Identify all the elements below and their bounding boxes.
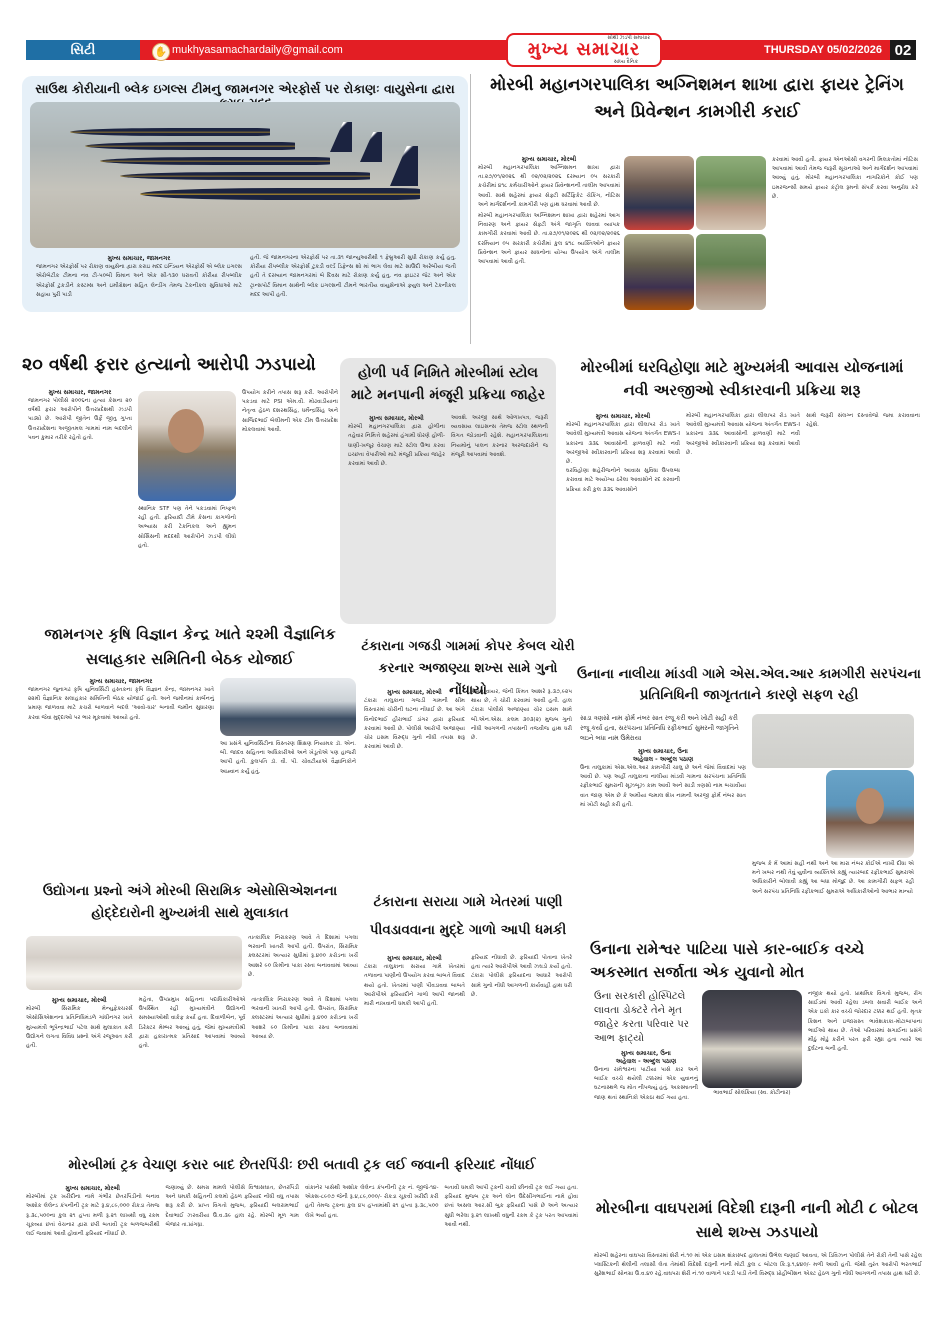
section-label: સિટી <box>26 40 140 60</box>
article-water-threat <box>360 888 576 1148</box>
paragraph-text: ઉપયોગ કરીને તપાસ શરૂ કરી. આરોપીને પકડવા માટે PSI એમ.વી. મોઢવાડીયાના નેતૃત્વ હેઠળ દશરથસિંહ, ધર્મેન્દ્રસિંહ અને સાજિદભાઈ બેલીમની એક ટીમ ઉત્તરપ્રદેશ મોકલવામાં આવી. <box>242 390 338 433</box>
paragraph-text: જામનગર જુનાગઢ કૃષિ યુનિવર્સિટી હસ્તકના કૃષિ વિજ્ઞાન કેન્દ્ર, જામનગર ખાતે ૨૨મી વૈજ્ઞાનિક સલાહકાર સમિતિની બેઠક યોજાઈ હતી. અને જમીનમાં કાર્બનનું પ્રમાણ જાળવવા માટે કચરો બાળવાને બદલે 'આવો-ધાર' બનાવી જમીન સુધારણા કરવા જેવા મુદ્દાઓ પર ભાર મૂકવામાં આવ્યો હતો. <box>28 687 214 721</box>
paragraph-text: મોરબી શહેરના વાઘપરા વિસ્તારમાં શેરી નં.૧૦ માં એક ઇસમ શંકાસ્પદ હાલતમાં ઉભેલ જણાઈ આવતા, એ ડિવિઝન પોલીસે તેને રોકી તેની પાસે રહેલ પ્લાસ્ટિકની થેલીની તલાસી લેતા તેમાંથી વિદેશી દારૂની નાની મોટી કુલ ૮ બોટલ કિ.રૂ.૧,૪૪૦/- મળી આવી હતી. જેથી તુરંત આરોપી ભરતભાઈ સુરેશભાઈ સોનગ્રા ઉ.વ.૪૦ રહે.વાઘપરા શેરી નં.૧૦ વાળાને પકડી પાડી તેની વિરુદ્ધ પ્રોહીબીશન એક્ટ હેઠળ ગુનો નોંધી આગળની તપાસ હાથ ધરી છે. <box>594 1253 922 1278</box>
contact-email[interactable]: mukhyasamachardaily@gmail.com <box>172 44 343 56</box>
article-text <box>36 254 456 300</box>
headline: મોરબી મહાનગરપાલિકા અગ્નિશમન શાખા દ્વારા ફાયર ટ્રેનિંગ અને પ્રિવેન્શન કામગીરી કરાઈ <box>490 75 904 122</box>
paragraph-text: મોરબીમાં ટ્રક ખરીદીના નામે ગંભીર છેતરપિંડીનો બનાવ અશોક લેલેન્ડ કંપનીની ટ્રક માટે રૂ.૪,૮૯,૦૦૦ રોકડા તેમજ રૂ.૩૮,૫૦૦ના કુલ ૨૧ હપ્તા મળી રૂ.૨૧ લાખથી વધુ રકમ ચૂકવ્યા છતાં વેચનાર દ્વારા છરી બતાવી ટ્રક બળજબરીથી લઈ જવામાં આવી હોવાની ફરિયાદ નોંધાઈ છે. <box>26 1194 160 1238</box>
article-truck-fraud <box>22 1158 582 1298</box>
article-black-eagles <box>22 76 468 312</box>
sarpanch-representative-photo <box>826 770 914 858</box>
paragraph-text: ફરિયાદ નોંધાવી છે. ફરિયાદી પોતાના ખેતરે હતા ત્યારે આરોપીએ આવી ઝઘડો કર્યો હતો. ટંકારા પોલીસે ફરિયાદના આધારે આરોપી સામે ગુનો નોંધી આગળની કાર્યવાહી હાથ ધરી છે. <box>471 955 572 998</box>
paragraph-text: ઉનાના રામેશ્વરના પાટીયા પાસે કાર અને બાઈક વચ્ચે થયેલી ટક્કરમાં એક યુવાનનું ઘટનાસ્થળે જ મોત નીપજ્યું હતું. અકસ્માતની જાણ થતાં સ્થાનિકો એકઠા થઈ ગયા હતા. <box>594 1067 698 1101</box>
paragraph-text: ટંકારા તાલુકાના ગજડી ગામની સીમ વિસ્તારમાં ચોરીની ઘટના નોંધાઈ છે. આ અંગે વિનોદભાઈ હીરાભાઈ ડાંગર દ્વારા ફરિયાદ કરવામાં આવી છે. પોલીસે આરોપી અજાણ્યા ચોર ઇસમ વિરુદ્ધ ગુનો નોંધી તપાસ શરૂ કરવામાં આવી છે. <box>364 698 465 751</box>
paragraph-text: મોરબી મહાનગરપાલિકા અગ્નિશમન શાખા દ્વારા તા.૨૭/૦૧/૨૦૨૬ થી ૦૨/૦૨/૨૦૨૬ દરમ્યાન ૦૫ સરકારી કચેરીમાં ૪૧૮ કર્મચારીઓને ફાયર પ્રિવેન્શનની તાલીમ આપવામાં આવી. સાથે શહેરમાં ફાયર સેફ્ટી સર્ટિફિકેટ ચેકિંગ, નોટિસ અને માર્ગદર્શનની કામગીરી પણ હાથ ધરવામાં આવી છે. <box>478 165 620 208</box>
headline: સાઉથ કોરીયાની બ્લેક ઇગલ્સ ટીમનુ જામનગર એરફોર્સ પર રોકાણઃ વાયુસેના દ્વારા <box>35 81 455 96</box>
paragraph <box>566 412 680 495</box>
paragraph-text: ઘરવિહોણા શહેરીજનોને આવાસ સુવિધા ઉપલબ્ધ કરાવવા માટે અયોગ્ય ઠરેલા આવાસોને રદ કરવાની પ્રક્રિયા કરી કુલ ૩૩૬ આવાસોને <box>566 468 680 493</box>
article-car-bike-accident <box>590 938 924 1174</box>
paragraph-text: તાત્કાલિક નિરાકરણ આવે તે દિશામાં પગલા ભરવાની ખાતરી આપી હતી. ઉપરાંત, સિરામિક ક્લસ્ટરમાં અત્યાર સુધીમાં રૂ.૪૦૦ કરોડના ખર્ચે આશરે ૯૦ કિમીના પાકા રસ્તા બનાવવામાં આવ્યા છે. <box>251 997 359 1040</box>
paragraph <box>348 414 445 469</box>
paragraph-text: મોરબી મહાનગરપાલિકા દ્વારા લીલાપર રોડ ખાતે આવેલી મુખ્યમંત્રી આવાસ યોજના અંતર્ગત EWS-I પ્રકારના ૩૩૬ આવાસોની ફાળવણી માટે નવી અરજીઓ સ્વીકારવાની પ્રક્રિયા શરૂ કરવામાં આવી છે. <box>686 413 800 456</box>
article-liquor-seizure <box>590 1196 924 1300</box>
paragraph <box>26 1184 160 1239</box>
paragraph <box>36 254 242 300</box>
byline: મુખ્ય સમાચાર, મોરબી <box>387 689 442 696</box>
headline: ટંકારાના સરાયા ગામે ખેતરમાં પાણી પીવડાવવાના મુદ્દે ગાળો આપી ધમકી <box>369 894 567 938</box>
paragraph-text: મોરબી મહાનગરપાલિકા દ્વારા હોળીના તહેવાર નિમિત્તે શહેરમાં હંગામી ધોરણે હોળી-ધાણી-ખજૂર વેચાણ માટે સ્ટોલ ઉભા કરવા ઇચ્છતા વેપારીઓ માટે મંજૂરી પ્રક્રિયા જાહેર કરવામાં આવી છે. <box>348 424 445 468</box>
article-holi-stalls <box>340 358 556 624</box>
paragraph-text: મહેતા, ઉપપ્રમુખ સહિતના પદાધિકારીઓએ ઉપસ્થિત રહી મુખ્યમંત્રીને ઉદ્યોગની સમસ્યાઓથી વાકેફ કર્યા હતા. દિવાળીબેન, પૂર્વ ડિરેક્ટર મેમ્બર આવ્યું હતું, જેમાં મુખ્યમંત્રીશ્રી દ્વારા હકારાત્મક પ્રતિસાદ આપવામાં આવ્યો હતો. <box>138 997 246 1050</box>
byline: મુખ્ય સમાચાર, જામનગર <box>89 678 153 685</box>
masthead-bar <box>140 35 890 65</box>
logo-subtitle: સાંધ્ય દૈનિક <box>613 59 638 65</box>
headline: ૨૦ વર્ષથી ફરાર હત્યાનો આરોપી ઝડપાયો <box>22 355 316 375</box>
byline: મુખ્ય સમાચાર, મોરબી <box>387 955 442 962</box>
masthead <box>26 35 916 65</box>
ceramic-delegation-photo <box>26 936 242 990</box>
byline: મુખ્ય સમાચાર, જામનગર <box>107 255 171 262</box>
paragraph-text: કરવામાં આવી હતી. ફાયર એનઓસી વગરની મિલકતોમાં નોટિસ આપવામાં આવી તેમજ જરૂરી સૂચનાઓ અને માર્ગદર્શન આપવામાં આવ્યું હતું. મોરબી મહાનગરપાલિકા નાગરિકોને કોઈ પણ ઇમરજન્સી સમયે ફાયર કંટ્રોલ રૂમનો સંપર્ક કરવા અનુરોધ કરે છે. <box>772 157 918 200</box>
paragraph-text: આ પ્રસંગે યુનિવર્સિટીના વિસ્તરણ શિક્ષણ નિયામક ડૉ. એન. બી. જાદવ સહિતના અધિકારીઓ અને ખેડૂતોએ પણ હાજરી આપી હતી. કુલપતિ ડૉ. વી. પી. ચોવટીયાએ વૈજ્ઞાનિકોને આહ્વાન કર્યું હતું. <box>220 741 356 775</box>
kvk-meeting-photo <box>220 678 356 736</box>
article-kvk-meeting <box>22 622 358 862</box>
paragraph-text: મોરબી મહાનગરપાલિકા દ્વારા લીલાપર રોડ ખાતે આવેલી મુખ્યમંત્રી આવાસ યોજના અંતર્ગત EWS-I પ્રકારના ૩૩૬ આવાસોની ફાળવણી માટે નવી અરજીઓ સ્વીકારવાની પ્રક્રિયા શરૂ કરવામાં આવી છે. <box>566 422 680 466</box>
issue-date: THURSDAY 05/02/2026 <box>763 44 882 56</box>
paragraph-text: તાત્કાલિક નિરાકરણ આવે તે દિશામાં પગલા ભરવાની ખાતરી આપી હતી. ઉપરાંત, સિરામિક ક્લસ્ટરમાં અત્યાર સુધીમાં રૂ.૪૦૦ કરોડના ખર્ચે આશરે ૯૦ કિમીના પાકા રસ્તા બનાવવામાં આવ્યા છે. <box>248 935 358 978</box>
byline: મુખ્ય સમાચાર, ઉના <box>638 748 688 755</box>
headline: મોરબીમાં ઘરવિહોણા માટે મુખ્યમંત્રી આવાસ યોજનામાં નવી અરજીઓ સ્વીકારવાની પ્રક્રિયા શરૂ <box>580 358 904 399</box>
article-murder-accused <box>22 355 340 610</box>
article-slr-una <box>576 664 922 928</box>
byline: મુખ્ય સમાચાર, મોરબી <box>65 1185 121 1192</box>
column-divider <box>470 74 471 344</box>
paragraph-text: સ્થાનિક STF પણ તેને પકડવામાં નિષ્ફળ રહી હતી. ફરિયાદી ટીમે કેસના કાગળોનો અભ્યાસ કરી ટેકનિકલ અને હ્યુમન સોર્સિસની મદદથી આરોપીને ઝડપી લીધો હતો. <box>138 506 236 549</box>
headline: મોરબીના વાઘપરામાં વિદેશી દારૂની નાની મોટી ૮ બોટલ સાથે શખ્સ ઝડપાયો <box>595 1199 919 1241</box>
paragraph-text: ઉના તાલુકામાં એસ.એલ.આર કામગીરી ચાલુ છે અને જેમાં વિવાદમાં પણ આવી છે. પણ અહીં તાલુકાના નાલીયા માંડવી ગામના સરપંચના પ્રતિનિધિ રફીકભાઈ સુમરાની સૂઝબૂઝ કામ આવી અને સાડી ત્રણસો નામ બચાવીયા વાત જાણ એમ છે કે અમીયા જમાલ શેખ નામની અરજી ફોર્મ નંબર સાત માં ખોટી સહી કરી હતી. <box>580 765 746 808</box>
paragraph <box>26 996 133 1051</box>
hand-logo-icon: ✋ <box>152 43 170 61</box>
reporter-credit: અહેવાલ - અબ્દુલ પઠાણ <box>615 1058 677 1065</box>
paragraph-text: જણાવ્યું છે. સમગ્ર મામલે પોલીસે વિશ્વાસઘાત, છેતરપિંડી અને ધમકી સહિતની કલમો હેઠળ ફરિયાદ નોંધી વધુ તપાસ શરૂ કરી છે. પ્રાપ્ત વિગતો મુજબ, ફરિયાદી બલરામભાઈ દેવાભાઈ ઝરવરીયા ઉ.વ.૩૯ હાલ રહે. મોરબી મૂળ ગામ બેજાર તા.પ્રાંગધ્રા. <box>165 1185 299 1228</box>
headline: ઉનાના નાલીયા માંડવી ગામે એસ.એલ.આર કામગીરી સરપંચના પ્રતિનિધિની જાગૃતતાને કારણે સફળ રહી <box>577 666 921 703</box>
logo-name: મુખ્ય સમાચાર <box>527 39 641 60</box>
black-eagles-jets-photo <box>30 102 460 248</box>
headline: હોળી પર્વ નિમિતે મોરબીમાં સ્ટોલ માટે મનપાની મંજૂરી પ્રક્રિયા જાહેર <box>350 365 546 403</box>
paragraph-text: બતાવી ધમકી આપી ટ્રકની ચાવી છીનવી ટ્રક લઈ ગયા હતા. ફરિયાદ મુજબ ટ્રક અને લોન ઉદેસીંગભાઈના નામે હોવા છતાં અસલ આર.સી બુક ફરિયાદી પાસે છે અને અત્યાર સુધી ભરેલા રૂ.૨૧ લાખથી વધુની રકમ કે ટ્રક પરત આપવામાં આવી નથી. <box>444 1185 578 1228</box>
paragraph-text: હતી. જે જામનગરના એરફોર્સ પર તા.૩૧ જાન્યુઆરીથી ૧ ફેબ્રુઆરી સુધી રોકાણ કર્યુ હતુ. કોરીયા રીપબ્લીક એરફોર્સ ટુકડી વર્લ્ડ ડિફેન્સ શો માં ભાગ લેવા માટે સાઉદી અરેબીયા જતી હતી તે દરમ્યાન જામનગરમાં બે દિવસ માટે રોકાણ કર્યુ હતુ. નવ ફાઇટર જેટ અને એક ટ્રાન્સપોર્ટ વિમાન સાથેની બ્લેક ઇગલ્સની ટીમને ભારતીય વાયુસેનાએ ફ્યુલ અને ટેકનીકલ મદદ આપી હતી. <box>250 255 456 298</box>
headline: જામનગર કૃષિ વિજ્ઞાન કેન્દ્ર ખાતે ૨૨મી વૈજ્ઞાનિક સલાહકાર સમિતિની બેઠક યોજાઈ <box>44 625 336 668</box>
headline: ઉદ્યોગના પ્રશ્નો અંગે મોરબી સિરામિક એસોસિએશનના હોદ્દેદારોની મુખ્યમંત્રી સાથે મુલાકાત <box>42 883 338 921</box>
byline: મુખ્ય સમાચાર, જામનગર <box>48 389 112 396</box>
photo-caption: ભાવભાઈ સોલંકિયા (સ્વ. કોટીનાર) <box>713 1090 791 1096</box>
paragraph <box>364 688 465 752</box>
accused-portrait-photo <box>138 391 236 501</box>
paragraph-text: ટંકારા તાલુકાના સરાયા ગામે ખેતરમાં તળાવના પાણીનો ઉપયોગ કરવા બાબતે વિવાદ થયો હતો. ખેતરમાં પાણી પીવડાવવા બાબતે આરોપીએ ફરિયાદીને ગાળો આપી જાનથી મારી નાખવાની ધમકી આપી હતી. <box>364 964 465 1008</box>
byline: મુખ્ય સમાચાર, મોરબી <box>521 156 577 163</box>
article-awas-yojana <box>562 356 922 636</box>
voter-form-photo <box>752 714 914 768</box>
article-deck: ઉના સરકારી હોસ્પિટલે લાવતા ડોક્ટરે તેને મૃત જાહેર કરતા પરિવાર પર આભ ફાટ્યો <box>594 991 689 1044</box>
paragraph-text: મુજબ કે મેં આમાં સહી નથી અને આ મારા નંબર કોઈએ નાખી દીધા એ મને ખબર નથી તેવું યુવીના વ્યક્તિએ કહ્યું ત્યારબાદ રફીકભાઈ સુમરાએ અધિકારીને બોલાવી કહ્યું આ બધા મોજુદ છે. આ કામગીરી સફળ રહી અને સરપંચ પ્રતિનિધિ રફીકભાઈ સુમરાએ અધિકારીઓનો આભાર માન્યો <box>752 861 914 895</box>
reporter-credit: અહેવાલ - અબ્દુલ પઠાણ <box>632 756 694 763</box>
paragraph-text: જામનગર પોલીસે ૨૦૦૬ના હત્યા કેસના ૨૦ વર્ષથી ફરાર આરોપીને ઉત્તરપ્રદેશથી ઝડપી પાડ્યો છે. આરોપી જીતેન ઉર્ફે જીતુ ગુપ્તા ઉત્તરપ્રદેશના અજીતમલ ગામમાં નામ બદલીને પવન કુમાર તરીકે રહેતો હતો. <box>28 398 132 441</box>
byline: મુખ્ય સમાચાર, ઉના <box>621 1050 671 1057</box>
paragraph-text: સાથે જરૂરી સંલગ્ન દસ્તાવેજો જમા કરાવવાના રહેશે. <box>806 413 920 429</box>
paragraph-text: વાંકાનેર પાસેથી અશોક લેલેન્ડ કંપનીની ટ્રક નં. જીજે-૧૪-એક્સ-૮૯૦૭ જેની રૂ.૪,૮૯,૦૦૦/- રોકડા ચૂકવી ખરીદી કરી હતી તેમજ ટ્રકના કુલ ૪૫ હપ્તામાંથી ૨૧ હપ્તા રૂ.૩૮,૫૦૦ લેખે ભર્યા હતા. <box>305 1185 439 1219</box>
paragraph-text: નજીક થયો હતો. પ્રાથમિક વિગતો મુજબ, રોંગ સાઈડમાં આવી રહેલા ડબલ સવારી બાઈક અને એક ઇકો કાર વચ્ચે જોરદાર ટક્કર થઈ હતી. મૃતક કિશન અને ઇજાગ્રસ્ત ભાવેશકાકા-મોટાબાપાના ભાઈઓ થાય છે. તેઓ પરિવારમાં સગાઈના પ્રસંગે મીઠું મોઢું કરીને પરત ફરી રહ્યા હતા ત્યારે આ દુર્ઘટના બની હતી. <box>808 991 922 1053</box>
headline: મોરબીમાં ટ્રક વેચાણ કરાર બાદ છેતરપિંડીઃ છરી બતાવી ટ્રક લઈ જવાની ફરિયાદ નોંધાઈ <box>68 1157 536 1173</box>
paragraph-text: મોરબી મહાનગરપાલિકા અગ્નિશમન શાખા દ્વારા શહેરમાં આગ નિવારણ અને ફાયર સેફ્ટી અંગે જાગૃતિ લાવવા વ્યાપક કામગીરી કરવામાં આવી છે. તા.૨૭/૦૧/૨૦૨૬ થી ૦૨/૦૨/૨૦૨૬ દરમિયાન ૦૫ સરકારી કચેરીમાં કુલ ૪૧૮ વ્યક્તિઓને ફાયર પ્રિવેન્શન અને ફાયર સાધનોના યોગ્ય ઉપયોગ અંગે તાલીમ આપવામાં આવી હતી. <box>478 213 620 266</box>
paragraph <box>364 954 465 1009</box>
fire-training-outdoor-photo <box>696 234 766 310</box>
accident-scene-photo <box>702 990 802 1088</box>
byline: મુખ્ય સમાચાર, મોરબી <box>52 997 107 1004</box>
byline: મુખ્ય સમાચાર, મોરબી <box>595 413 651 420</box>
article-fire-training <box>474 72 920 342</box>
logo-tagline: સૌથી ઝડપી સમાચાર <box>607 35 650 41</box>
fire-training-hall-photo <box>624 234 694 310</box>
fire-training-crowd-photo <box>624 156 694 230</box>
headline: ઉનાના રામેશ્વર પાટિયા પાસે કાર-બાઈક વચ્ચે અકસ્માત સર્જાતા એક યુવાનો મોત <box>590 940 865 981</box>
newspaper-logo <box>506 33 662 67</box>
paragraph-text: આવશે. અરજી સાથે ઓળખપત્ર, જરૂરી વ્યવસાય લાઇસન્સ તેમજ સ્ટોલ સ્થળની વિગત જોડવાની રહેશે. મહાનગરપાલિકાના નિયમોનું પાલન કરનાર અરજદારોને જ મંજૂરી આપવામાં આવશે. <box>451 415 548 458</box>
fire-training-demo-photo <box>696 156 766 230</box>
paragraph-text: જામનગર એરફોર્સ પર રોકાણ વાયુસેના દ્વારા કરાઇ મદદ ઇન્ડિયન એરફોર્સે એ બ્લેક ઇગલ્સ એરોબેટીક ટીમના નવ ટી-૫૦બી વિમાન અને એક સી-૧૩૦ ધરાવતી કોરીયા રીપબ્લીક એરફોર્સ ટુકડીને કસ્ટમ્સ અને ઇમીગ્રેશન સહિત લેન્ડીંગ તેમજ ટેકનીકલ સુવિધાઓ માટે સહાય પુરી પાડી <box>36 264 242 298</box>
paragraph-text: મોરબી સિરામિક મેન્યુફેક્ચરર્સ એસોસિએશનના પ્રતિનિધિમંડળે ગાંધીનગર ખાતે મુખ્યમંત્રી ભૂપેન્દ્રભાઈ પટેલ સાથે મુલાકાત કરી ઉદ્યોગને લગતા વિવિધ પ્રશ્નો અંગે રજૂઆત કરી હતી. <box>26 1006 133 1050</box>
byline: મુખ્ય સમાચાર, મોરબી <box>369 415 424 422</box>
paragraph-text: કેબલ વાયર, જેની કિંમત આશરે રૂ.૩૭,૯૨૫ થાય છે, તે ચોરી કરવામાં આવી હતી. હાલ ટંકારા પોલીસે અજાણ્યા ચોર ઇસમ સામે બી.એન.એસ. કલમ ૩૦૩(૨) મુજબ ગુનો નોંધી આગળની તપાસની તજવીજ હાથ ધરી છે. <box>471 689 572 742</box>
article-deck: સાડા ત્રણસો નામ ફોર્મ નંબર સાત રજૂ કરી અને ખોટી સહી કરી રજૂ કર્યા હતા, સરપંચના પ્રતિનિધિ રફીકભાઈ સુમરની જાગૃતિને લઇને બધા નામ ઉમેરાયા <box>580 715 739 742</box>
article-copper-theft <box>360 636 576 876</box>
article-ceramic <box>22 880 358 1146</box>
page-number: 02 <box>890 40 916 60</box>
headline: ટંકારાના ગજડી ગામમાં કોપર કેબલ ચોરી કરનાર અજાણ્યા શખ્સ સામે ગુનો નોંધાયો <box>361 639 575 698</box>
